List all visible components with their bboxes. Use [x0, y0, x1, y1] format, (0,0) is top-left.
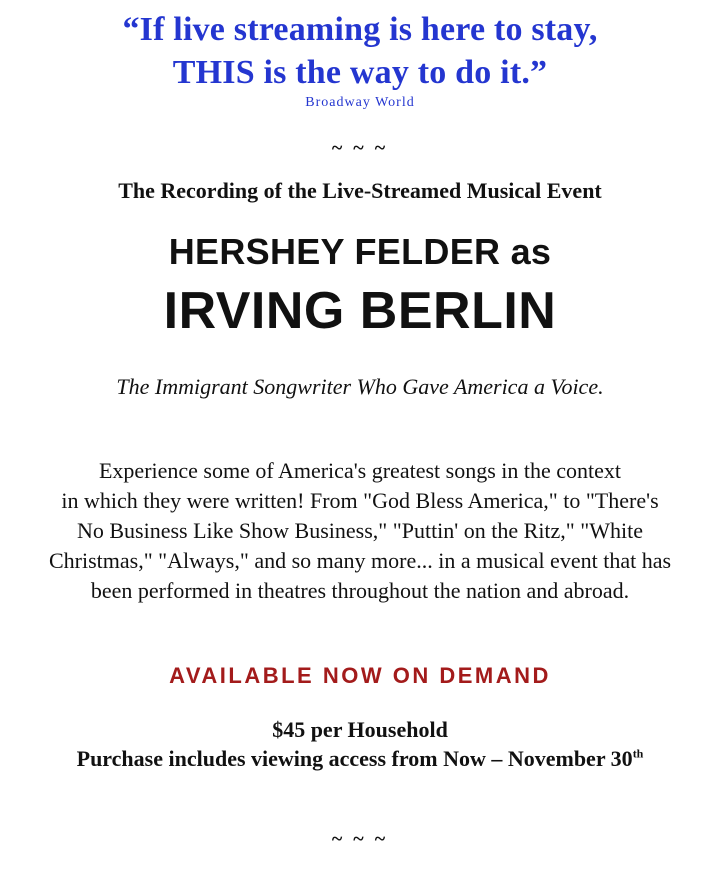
- headline-performer: HERSHEY FELDER as: [168, 231, 552, 272]
- event-tagline: The Immigrant Songwriter Who Gave America a Voice.: [116, 374, 604, 399]
- availability-banner: AVAILABLE NOW ON DEMAND: [169, 663, 551, 688]
- quote-line-1: “If live streaming is here to stay,: [122, 11, 598, 48]
- event-description: [0, 456, 720, 606]
- description-line: in which they were written! From "God Bless America," to "There's: [61, 488, 659, 513]
- viewing-access-text: Purchase includes viewing access from Now – November 30: [76, 746, 633, 771]
- price-per-household: $45 per Household: [272, 717, 448, 742]
- description-line: been performed in theatres throughout the nation and abroad.: [90, 578, 630, 603]
- description-line: No Business Like Show Business," "Puttin' on the Ritz," "White: [76, 518, 644, 543]
- press-quote: [0, 0, 720, 94]
- ordinal-suffix: th: [632, 746, 644, 761]
- description-line: Experience some of America's greatest songs in the context: [98, 458, 622, 483]
- quote-source: Broadway World: [305, 95, 415, 110]
- viewing-access: [0, 744, 720, 773]
- description-line: Christmas," "Always," and so many more... in a musical event that has: [48, 548, 672, 573]
- event-subtitle: The Recording of the Live-Streamed Musical Event: [118, 178, 602, 203]
- divider-bottom: ~ ~ ~: [331, 828, 389, 850]
- headline-title: IRVING BERLIN: [163, 282, 557, 340]
- divider-top: ~ ~ ~: [331, 137, 389, 159]
- quote-line-2: THIS is the way to do it.”: [172, 54, 548, 91]
- pricing-info: [0, 715, 720, 773]
